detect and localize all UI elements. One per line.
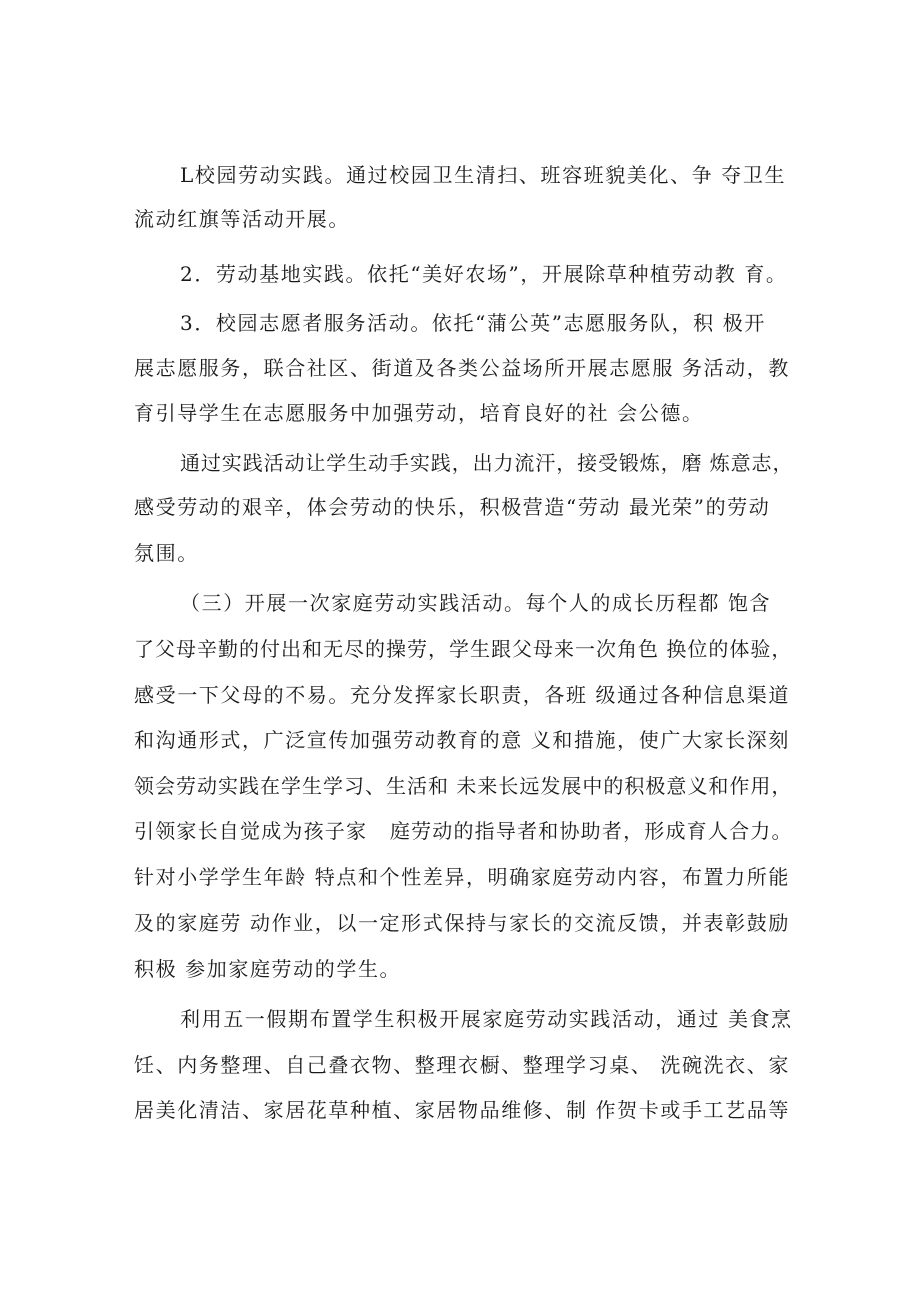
text-line-8: 感受劳动的艰辛，体会劳动的快乐，积极营造“劳动 最光荣”的劳动	[134, 495, 771, 519]
text-line-12: 感受一下父母的不易。充分发挥家长职责，各班 级通过各种信息渠道	[134, 683, 790, 707]
text-line-13: 和沟通形式，广泛宣传加强劳动教育的意 义和措施，使广大家长深刻	[134, 728, 790, 752]
text-line-21: 居美化清洁、家居花草种植、家居物品维修、制 作贺卡或手工艺品等	[134, 1098, 790, 1122]
text-line-17: 及的家庭劳 动作业，以一定形式保持与家长的交流反馈，并表彰鼓励	[134, 911, 790, 935]
text-line-11: 了父母辛勤的付出和无尽的操劳，学生跟父母来一次角色 换位的体验，	[134, 637, 793, 661]
text-line-14: 领会劳动实践在学生学习、生活和 未来长远发展中的积极意义和作用，	[134, 774, 793, 798]
text-line-9: 氛围。	[134, 541, 199, 565]
text-line-10: （三）开展一次家庭劳动实践活动。每个人的成长历程都 饱含	[180, 591, 772, 615]
text-line-4: 3．校园志愿者服务活动。依托“蒲公英”志愿服务队，积 极开	[180, 311, 766, 335]
text-line-6: 育引导学生在志愿服务中加强劳动，培育良好的社 会公德。	[134, 401, 704, 425]
text-line-5: 展志愿服务，联合社区、街道及各类公益场所开展志愿服 务活动，教	[134, 356, 790, 380]
text-line-15: 引领家长自觉成为孩子家 庭劳动的指导者和协助者，形成育人合力。	[134, 819, 793, 843]
text-line-3: 2．劳动基地实践。依托“美好农场”，开展除草种植劳动教 育。	[180, 262, 788, 286]
text-line-1: L校园劳动实践。通过校园卫生清扫、班容班貌美化、争 夺卫生	[180, 163, 787, 187]
text-line-18: 积极 参加家庭劳动的学生。	[134, 957, 402, 981]
text-line-20: 饪、内务整理、自己叠衣物、整理衣橱、整理学习桌、 洗碗洗衣、家	[134, 1053, 790, 1077]
text-line-2: 流动红旗等活动开展。	[134, 207, 350, 231]
text-line-19: 利用五一假期布置学生积极开展家庭劳动实践活动，通过 美食烹	[180, 1007, 793, 1031]
text-line-16: 针对小学学生年龄 特点和个性差异，明确家庭劳动内容，布置力所能	[134, 865, 790, 889]
text-line-7: 通过实践活动让学生动手实践，出力流汗，接受锻炼，磨 炼意志，	[180, 451, 794, 475]
